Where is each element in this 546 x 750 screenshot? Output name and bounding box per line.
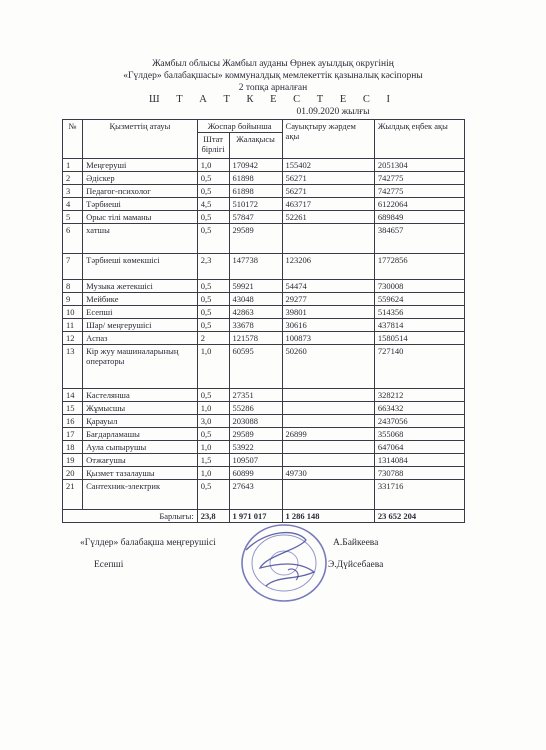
row-annual: 1314084	[374, 454, 464, 467]
row-number: 12	[63, 332, 83, 345]
row-bonus: 56271	[282, 185, 374, 198]
document-date: 01.09.2020 жылғы	[296, 107, 370, 117]
row-salary: 27643	[229, 480, 282, 510]
row-bonus	[282, 454, 374, 467]
row-bonus: 39801	[282, 306, 374, 319]
row-bonus	[282, 389, 374, 402]
row-position: Тәрбиеші көмекшісі	[83, 254, 198, 280]
table-row	[63, 402, 465, 415]
row-units: 0,5	[197, 480, 229, 510]
row-units: 0,5	[197, 389, 229, 402]
row-units: 2,3	[197, 254, 229, 280]
row-annual: 2051304	[374, 159, 464, 172]
header-line-3: 2 топқа арналған	[238, 83, 308, 93]
row-units: 1,0	[197, 345, 229, 389]
row-number: 17	[63, 428, 83, 441]
accountant-role: Есепші	[94, 560, 124, 570]
row-position: Шар/ меңгерушісі	[83, 319, 198, 332]
row-annual: 727140	[374, 345, 464, 389]
table-row	[63, 332, 465, 345]
row-position: Орыс тілі маманы	[83, 211, 198, 224]
row-annual: 689849	[374, 211, 464, 224]
table-row	[63, 428, 465, 441]
table-row	[63, 415, 465, 428]
row-annual: 730788	[374, 467, 464, 480]
row-annual: 384657	[374, 224, 464, 254]
row-annual: 559624	[374, 293, 464, 306]
row-number: 20	[63, 467, 83, 480]
row-salary: 27351	[229, 389, 282, 402]
head-name: А.Байкеева	[333, 538, 379, 548]
row-units: 0,5	[197, 319, 229, 332]
table-row	[63, 319, 465, 332]
row-bonus: 100873	[282, 332, 374, 345]
row-salary: 57847	[229, 211, 282, 224]
row-units: 0,5	[197, 224, 229, 254]
document-title: Ш Т А Т К Е С Т Е С І	[148, 94, 397, 105]
row-position: Тәрбиеші	[83, 198, 198, 211]
row-annual: 742775	[374, 185, 464, 198]
row-number: 9	[63, 293, 83, 306]
row-bonus: 30616	[282, 319, 374, 332]
row-annual: 730008	[374, 280, 464, 293]
row-annual: 437814	[374, 319, 464, 332]
row-number: 14	[63, 389, 83, 402]
row-units: 4,5	[197, 198, 229, 211]
row-position: Қарауыл	[83, 415, 198, 428]
table-row	[63, 280, 465, 293]
table-row	[63, 224, 465, 254]
row-salary: 60595	[229, 345, 282, 389]
header-units: Штат бірлігі	[197, 133, 229, 159]
row-bonus	[282, 224, 374, 254]
total-salary: 1 971 017	[229, 510, 282, 523]
table-row	[63, 467, 465, 480]
row-number: 5	[63, 211, 83, 224]
header-annual: Жылдық еңбек ақы	[374, 120, 464, 159]
row-units: 0,5	[197, 172, 229, 185]
table-row	[63, 441, 465, 454]
row-salary: 510172	[229, 198, 282, 211]
row-number: 16	[63, 415, 83, 428]
row-salary: 203088	[229, 415, 282, 428]
row-annual: 1580514	[374, 332, 464, 345]
table-row	[63, 306, 465, 319]
row-units: 1,0	[197, 159, 229, 172]
header-position: Қызметтің атауы	[83, 120, 198, 159]
row-bonus: 123206	[282, 254, 374, 280]
row-position: Әдіскер	[83, 172, 198, 185]
row-salary: 61898	[229, 185, 282, 198]
table-row	[63, 211, 465, 224]
row-position: Аула сыпырушы	[83, 441, 198, 454]
row-number: 11	[63, 319, 83, 332]
row-units: 2	[197, 332, 229, 345]
row-annual: 742775	[374, 172, 464, 185]
row-bonus: 52261	[282, 211, 374, 224]
row-position: Мейбике	[83, 293, 198, 306]
row-position: Отжағушы	[83, 454, 198, 467]
table-row	[63, 198, 465, 211]
row-units: 0,5	[197, 185, 229, 198]
header-line-2: «Гүлдер» балабақшасы» коммуналдық мемлекеттік қазыналық кәсіпорны	[123, 71, 423, 81]
row-position: Меңгеруші	[83, 159, 198, 172]
table-row	[63, 345, 465, 389]
row-number: 8	[63, 280, 83, 293]
row-bonus	[282, 402, 374, 415]
row-bonus	[282, 480, 374, 510]
row-salary: 121578	[229, 332, 282, 345]
row-bonus: 29277	[282, 293, 374, 306]
row-annual: 331716	[374, 480, 464, 510]
row-bonus: 54474	[282, 280, 374, 293]
round-stamp-icon	[236, 520, 332, 606]
row-bonus: 56271	[282, 172, 374, 185]
total-label: Барлығы:	[63, 510, 198, 523]
total-bonus: 1 286 148	[282, 510, 374, 523]
row-annual: 6122064	[374, 198, 464, 211]
row-salary: 42863	[229, 306, 282, 319]
row-number: 4	[63, 198, 83, 211]
row-number: 19	[63, 454, 83, 467]
row-position: Есепші	[83, 306, 198, 319]
row-number: 21	[63, 480, 83, 510]
row-bonus	[282, 441, 374, 454]
row-salary: 170942	[229, 159, 282, 172]
header-bonus: Сауықтыру жәрдем ақы	[282, 120, 374, 159]
total-annual: 23 652 204	[374, 510, 464, 523]
row-salary: 147738	[229, 254, 282, 280]
row-annual: 514356	[374, 306, 464, 319]
row-number: 1	[63, 159, 83, 172]
row-units: 1,0	[197, 467, 229, 480]
row-bonus: 26899	[282, 428, 374, 441]
row-number: 6	[63, 224, 83, 254]
table-row	[63, 389, 465, 402]
row-position: Бағдарламашы	[83, 428, 198, 441]
row-salary: 109507	[229, 454, 282, 467]
row-number: 13	[63, 345, 83, 389]
row-number: 3	[63, 185, 83, 198]
row-position: хатшы	[83, 224, 198, 254]
row-annual: 1772856	[374, 254, 464, 280]
row-number: 7	[63, 254, 83, 280]
row-salary: 29589	[229, 428, 282, 441]
row-salary: 60899	[229, 467, 282, 480]
row-units: 1,0	[197, 402, 229, 415]
row-units: 0,5	[197, 428, 229, 441]
row-bonus: 49730	[282, 467, 374, 480]
row-annual: 647064	[374, 441, 464, 454]
row-number: 2	[63, 172, 83, 185]
table-row	[63, 454, 465, 467]
row-salary: 33678	[229, 319, 282, 332]
table-row	[63, 254, 465, 280]
row-salary: 59921	[229, 280, 282, 293]
row-bonus	[282, 415, 374, 428]
row-number: 15	[63, 402, 83, 415]
table-row	[63, 159, 465, 172]
row-position: Кастелянша	[83, 389, 198, 402]
row-number: 18	[63, 441, 83, 454]
row-position: Қызмет тазалаушы	[83, 467, 198, 480]
row-annual: 663432	[374, 402, 464, 415]
table-row	[63, 293, 465, 306]
row-position: Музыка жетекшісі	[83, 280, 198, 293]
row-position: Педагог-психолог	[83, 185, 198, 198]
row-bonus: 155402	[282, 159, 374, 172]
header-salary: Жалақысы	[229, 133, 282, 159]
row-position: Аспаз	[83, 332, 198, 345]
row-units: 0,5	[197, 293, 229, 306]
row-salary: 61898	[229, 172, 282, 185]
row-units: 3,0	[197, 415, 229, 428]
row-annual: 2437056	[374, 415, 464, 428]
row-annual: 355068	[374, 428, 464, 441]
row-units: 0,5	[197, 280, 229, 293]
row-bonus: 50260	[282, 345, 374, 389]
row-salary: 53922	[229, 441, 282, 454]
row-units: 1,5	[197, 454, 229, 467]
row-number: 10	[63, 306, 83, 319]
staff-table	[62, 119, 465, 523]
row-units: 1,0	[197, 441, 229, 454]
header-line-1: Жамбыл облысы Жамбыл ауданы Өрнек ауылдық округінің	[152, 59, 394, 69]
table-row	[63, 480, 465, 510]
row-units: 0,5	[197, 211, 229, 224]
header-number: №	[63, 120, 83, 159]
row-salary: 43048	[229, 293, 282, 306]
header-plan: Жоспар бойынша	[197, 120, 282, 133]
row-units: 0,5	[197, 306, 229, 319]
accountant-name: Э.Дүйсебаева	[328, 560, 384, 570]
row-annual: 328212	[374, 389, 464, 402]
total-units: 23,8	[197, 510, 229, 523]
table-row	[63, 172, 465, 185]
row-bonus: 463717	[282, 198, 374, 211]
table-row	[63, 185, 465, 198]
row-position: Кір жуу машиналарының операторы	[83, 345, 198, 389]
row-salary: 29589	[229, 224, 282, 254]
row-salary: 55286	[229, 402, 282, 415]
row-position: Сантехник-электрик	[83, 480, 198, 510]
row-position: Жұмысшы	[83, 402, 198, 415]
head-role: «Гүлдер» балабақша меңгерушісі	[80, 538, 216, 548]
